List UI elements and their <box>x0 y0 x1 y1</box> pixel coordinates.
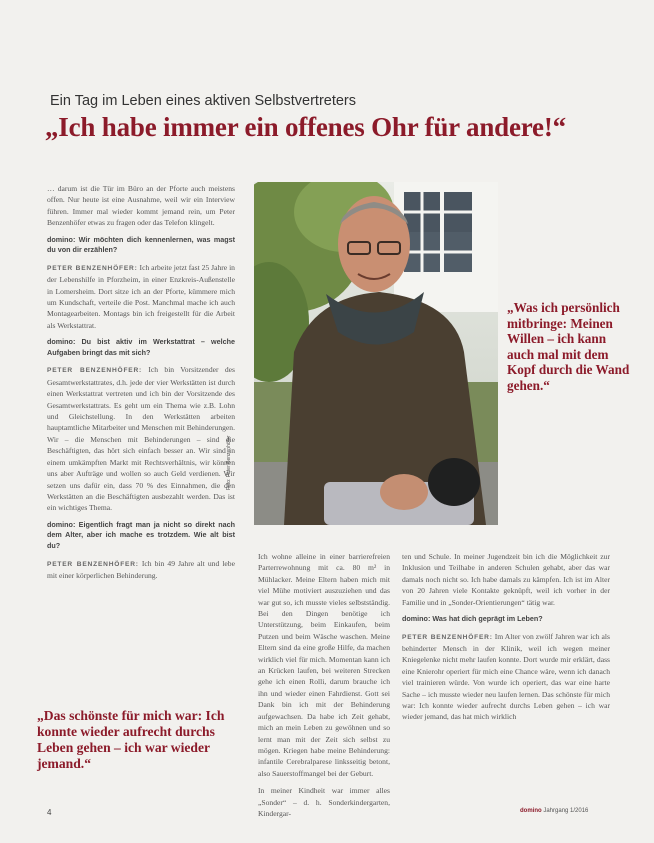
text-column-3 <box>402 551 610 729</box>
interview-answer <box>47 364 235 513</box>
body-paragraph: ten und Schule. In meiner Jugendzeit bin ich die Möglichkeit zur Inklusion und Teilhabe in anderen Schulen gehabt, aber das war damals noch nicht so. Ich habe damals zu kämpfen. Ich ist im Alter von 20 Jahren viele Kontakte geknüpft, weil ich vorher in der Familie und in „Sonder-Orientierungen“ tätig war. <box>402 552 610 607</box>
photo-credit: Foto: Peter Benzenhöfer <box>226 435 232 490</box>
interview-answer <box>47 558 235 582</box>
answer-text: Ich bin Vorsitzender des Gesamtwerkstattrates, d.h. jede der vier Werkstätten ist durch einen Werkstattrat vertreten und ich bin der Vorsitzende des Gesamtwerkstattrats. Es geht um ein Thema wie z.B. Lohn und Gleichstellung. In den Werkstätten arbeiten hauptamtliche Mitarbeiter und Menschen mit Behinderungen. Wir – die Menschen mit Behinderungen – sind die Beschäftigten, das hört sich einfach besser an. Wir sind in einem umkämpften Markt mit Rechtsverhältnis, wir können uns aber Aufträge und wollen so auch Geld verdienen. Wir setzen uns dafür ein, dass 70 % des Einnahmen, die den Werkstätten an die Beschäftigten ausbezahlt werden. Das ist ein wichtiges Thema. <box>47 365 235 513</box>
interview-answer <box>402 631 610 723</box>
magazine-footer <box>520 808 588 814</box>
portrait-photo <box>254 182 498 525</box>
speaker-label: PETER BENZENHÖFER: <box>47 367 143 375</box>
issue-label: Jahrgang 1/2016 <box>543 808 589 814</box>
speaker-label: PETER BENZENHÖFER: <box>47 264 138 272</box>
portrait-illustration <box>254 182 498 525</box>
pull-quote-left: „Das schönste für mich war: Ich konnte wieder aufrecht durchs Leben gehen – ich war wieder jemand.“ <box>37 708 225 771</box>
article-kicker: Ein Tag im Leben eines aktiven Selbstvertreters <box>50 93 357 109</box>
pull-quote-right: „Was ich persönlich mitbringe: Meinen Willen – ich kann auch mal mit dem Kopf durch die Wand gehen.“ <box>507 300 630 393</box>
interview-question: domino: Wir möchten dich kennenlernen, was magst du von dir erzählen? <box>47 234 235 255</box>
magazine-name: domino <box>520 808 542 814</box>
intro-paragraph: … darum ist die Tür im Büro an der Pforte auch meistens offen. Nur heute ist eine Ausnahme, weil wir ein Interview führen. Immer mal wieder kommt jemand rein, um Peter Benzenhöfer etwas zu fragen oder das Telefon klingelt. <box>47 184 235 228</box>
article-headline: „Ich habe immer ein offenes Ohr für andere!“ <box>45 112 566 142</box>
speaker-label: PETER BENZENHÖFER: <box>402 633 493 641</box>
page-number: 4 <box>47 808 52 817</box>
text-column-2 <box>258 551 390 825</box>
body-paragraph: Ich wohne alleine in einer barrierefreien Parterrewohnung mit ca. 80 m² in Mühlacker. Meine Eltern haben mich mit viel Mühe motiviert auszuziehen und das war gut so, ich musste vieles selbstständig. Bei den Dingen benötige ich Unterstützung, beim Einkaufen, beim Putzen und beim Wäsche waschen. Meine Eltern sind da eine große Hilfe, da machen wirklich viel für mich. Momentan kann ich an Krücken laufen, bei weiteren Strecken gehe ich einen Rolli, darum brauche ich ihn und wieder einen Fahrdienst. Gott sei Dank bin ich mit der Behinderung aufgewachsen. Da habe ich Zeit gehabt, mich an mein Leben zu gewöhnen und so lernt man mit der Zeit sich selbst zu mögen. Kriegen habe meine Behinderung: infantile Cerebralparese linksseitig betont, also Sauerstoffmangel bei der Geburt. <box>258 552 390 778</box>
interview-question: domino: Du bist aktiv im Werkstattrat – welche Aufgaben bringt das mit sich? <box>47 337 235 357</box>
answer-text: Ich bin 49 Jahre alt und lebe mit einer körperlichen Behinderung. <box>47 558 235 580</box>
answer-text: Ich arbeite jetzt fast 25 Jahre in der Lebenshilfe in Pforzheim, in einer Enzkreis-Außenstelle in Lomersheim. Dort sitze ich an der Pforte, kümmere mich um Kundschaft, verteile die Post. Manchmal mache ich auch Montagearbeiten. Montags bin ich freigestellt für die Arbeit als Werkstattrat. <box>47 262 235 330</box>
interview-answer <box>47 262 235 331</box>
speaker-label: PETER BENZENHÖFER: <box>47 560 139 568</box>
text-column-1 <box>47 183 235 587</box>
interview-question: domino: Eigentlich fragt man ja nicht so direkt nach dem Alter, aber ich mache es trotzdem. Wie alt bist du? <box>47 519 235 550</box>
interview-question: domino: Was hat dich geprägt im Leben? <box>402 614 543 624</box>
body-paragraph: In meiner Kindheit war immer alles „Sonder“ – d. h. Sonderkindergarten, Kindergar- <box>258 786 390 818</box>
answer-text: Im Alter von zwölf Jahren war ich als behinderter Mensch in der Klinik, weil ich wegen meiner Kniegelenke nicht mehr laufen konnte. Dort wurde mir erklärt, dass eine Knierohr operiert für mich eine Chance wäre, wenn ich danach viel trainieren würde. Von wurde ich operiert, das war eine harte Sache – ich musste wieder neu laufen lernen. Das schönste für mich war: Ich konnte wieder aufrecht durchs Leben gehen – ich war wieder jemand, das hat mich wirklich <box>402 631 610 722</box>
